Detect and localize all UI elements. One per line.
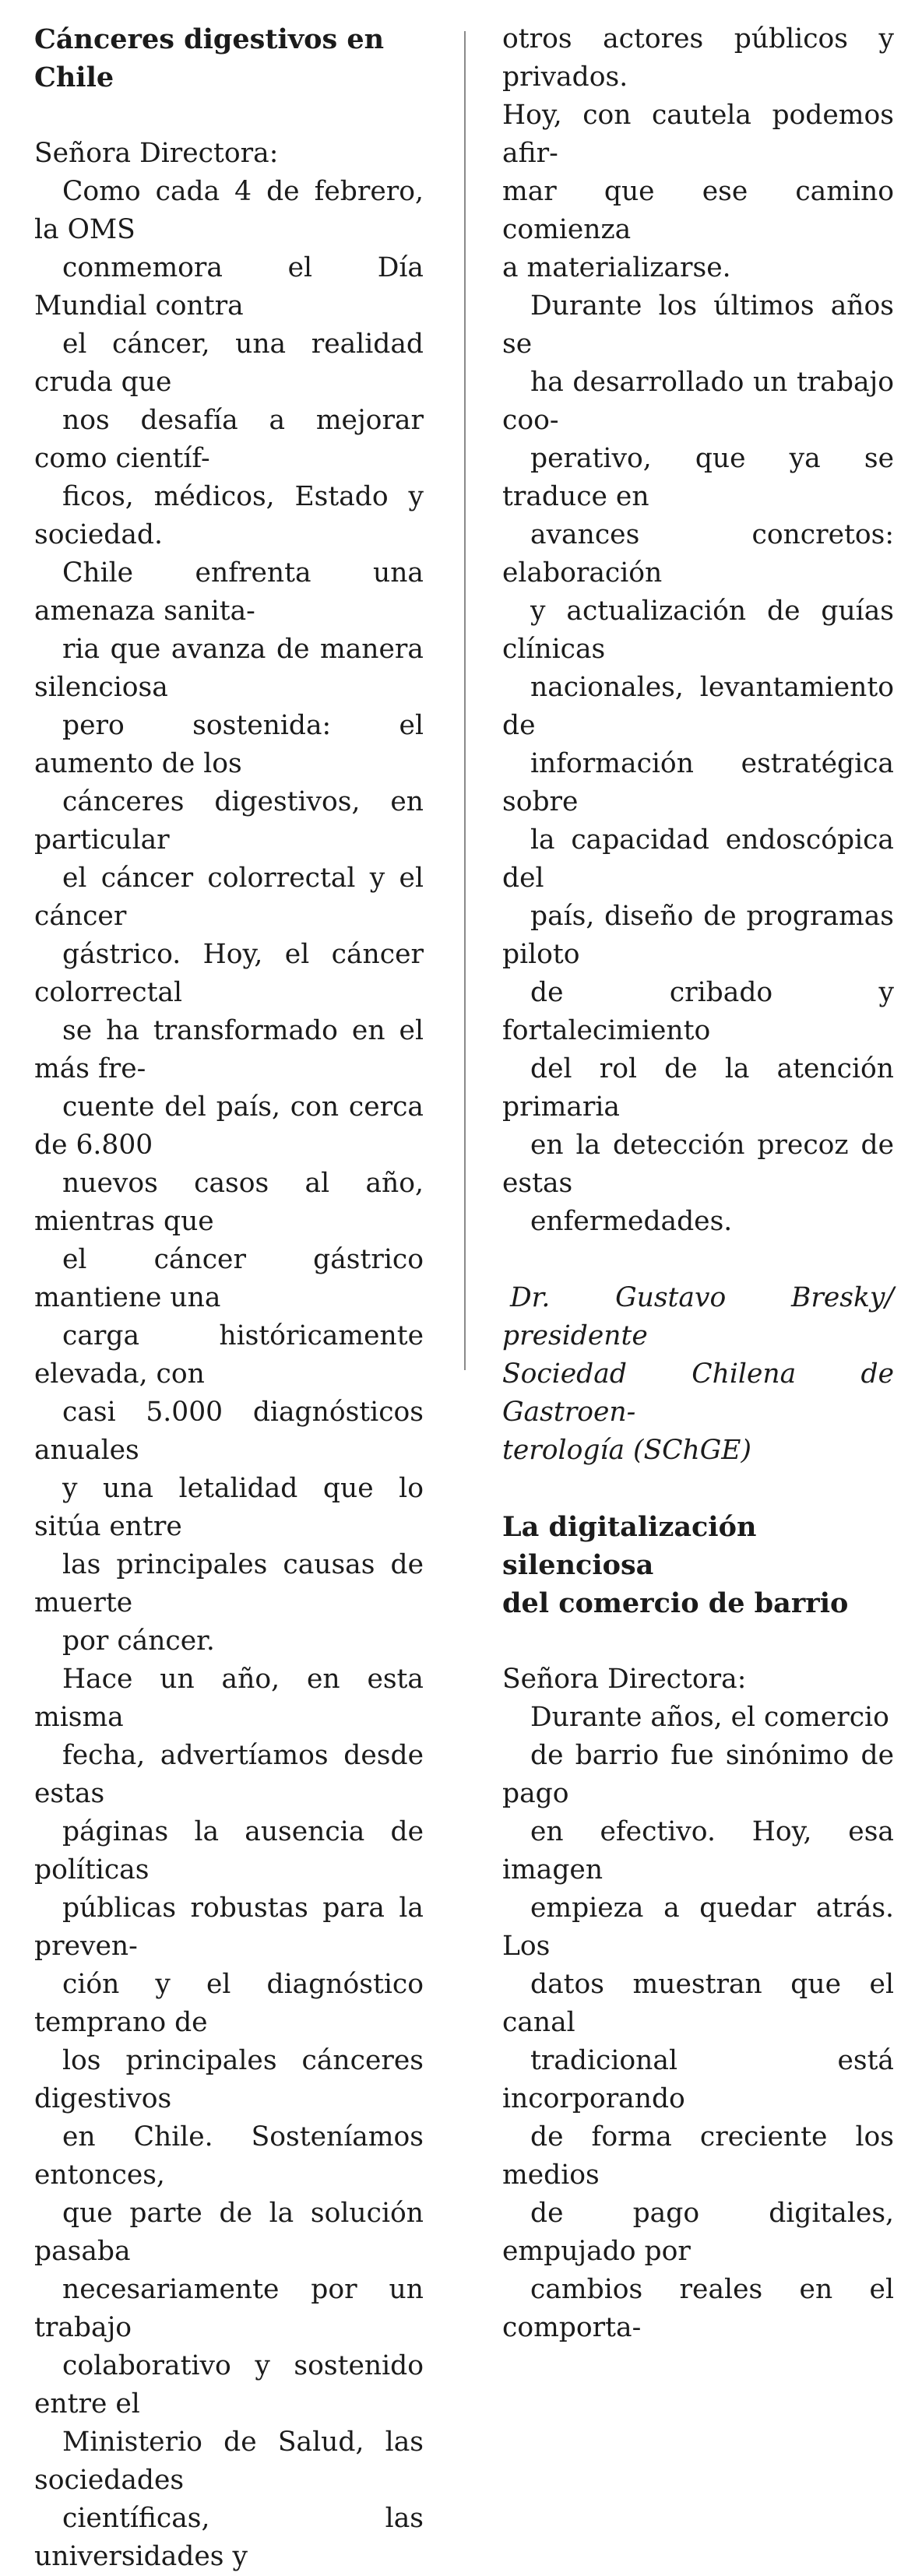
signature-line: terología (SChGE) xyxy=(502,1435,751,1466)
text-line: cánceres digestivos, en particular xyxy=(34,786,424,856)
text-line: por cáncer. xyxy=(62,1625,215,1657)
text-line: perativo, que ya se traduce en xyxy=(502,443,894,512)
text-line: que parte de la solución pasaba xyxy=(34,2198,424,2267)
text-line: el cáncer, una realidad cruda que xyxy=(34,329,424,398)
column-divider xyxy=(464,31,466,1370)
text-line: empieza a quedar atrás. Los xyxy=(502,1892,894,1962)
text-line: páginas la ausencia de políticas xyxy=(34,1816,424,1885)
article-headline-2 xyxy=(502,1508,894,1622)
text-line: cambios reales en el comporta- xyxy=(502,2274,894,2343)
text-line: cuente del país, con cerca de 6.800 xyxy=(34,1091,424,1161)
text-line: información estratégica sobre xyxy=(502,748,894,817)
text-line: y una letalidad que lo sitúa entre xyxy=(34,1473,424,1542)
text-line: nacionales, levantamiento de xyxy=(502,672,894,741)
text-line: científicas, las universidades y xyxy=(34,2503,424,2572)
text-line: de barrio fue sinónimo de pago xyxy=(502,1740,894,1809)
paragraph-3 xyxy=(502,287,894,1241)
text-line: país, diseño de programas piloto xyxy=(502,901,894,970)
signature-line: Sociedad Chilena de Gastroen- xyxy=(502,1358,894,1428)
text-line: se ha transformado en el más fre- xyxy=(34,1015,424,1084)
spacer xyxy=(502,1470,894,1508)
text-line: Durante años, el comercio xyxy=(530,1702,889,1733)
paragraph-2 xyxy=(34,1661,424,2576)
text-line: Durante los últimos años se xyxy=(502,290,894,360)
text-line: la capacidad endoscópica del xyxy=(502,824,894,894)
text-line: el cáncer colorrectal y el cáncer xyxy=(34,863,424,932)
text-line: Hoy, con cautela podemos afir- xyxy=(502,100,894,169)
text-line: ria que avanza de manera silenciosa xyxy=(34,634,424,703)
text-line: Chile enfrenta una amenaza sanita- xyxy=(34,557,424,627)
paragraph-2-continued xyxy=(502,20,894,287)
text-line: enfermedades. xyxy=(530,1206,733,1237)
text-line: mar que ese camino comienza xyxy=(502,176,894,245)
text-line: ficos, médicos, Estado y sociedad. xyxy=(34,481,424,550)
text-line: gástrico. Hoy, el cáncer colorrectal xyxy=(34,939,424,1008)
text-line: las principales causas de muerte xyxy=(34,1549,424,1618)
text-line: ción y el diagnóstico temprano de xyxy=(34,1969,424,2038)
text-line: avances concretos: elaboración xyxy=(502,519,894,589)
text-line: de forma creciente los medios xyxy=(502,2121,894,2191)
paragraph-1 xyxy=(34,173,424,1661)
signature xyxy=(502,1279,894,1470)
text-line: públicas robustas para la preven- xyxy=(34,1892,424,1962)
text-line: carga históricamente elevada, con xyxy=(34,1320,424,1390)
text-line: y actualización de guías clínicas xyxy=(502,596,894,665)
text-line: conmemora el Día Mundial contra xyxy=(34,252,424,322)
text-line: Ministerio de Salud, las sociedades xyxy=(34,2427,424,2496)
text-line: nuevos casos al año, mientras que xyxy=(34,1168,424,1237)
headline-line: del comercio de barrio xyxy=(502,1587,849,1619)
headline-line: La digitalización silenciosa xyxy=(502,1511,757,1581)
text-line: el cáncer gástrico mantiene una xyxy=(34,1244,424,1313)
right-column xyxy=(502,20,894,2343)
text-line: en la detección precoz de estas xyxy=(502,1130,894,1199)
paragraph-4 xyxy=(502,1699,894,2347)
text-line: Hace un año, en esta misma xyxy=(34,1664,424,1733)
text-line: de cribado y fortalecimiento xyxy=(502,977,894,1046)
text-line: necesariamente por un trabajo xyxy=(34,2274,424,2343)
text-line: nos desafía a mejorar como científ- xyxy=(34,405,424,474)
text-line: fecha, advertíamos desde estas xyxy=(34,1740,424,1809)
text-line: otros actores públicos y privados. xyxy=(502,23,894,93)
text-line: del rol de la atención primaria xyxy=(502,1053,894,1123)
text-line: tradicional está incorporando xyxy=(502,2045,894,2114)
text-line: casi 5.000 diagnósticos anuales xyxy=(34,1397,424,1466)
text-line: datos muestran que el canal xyxy=(502,1969,894,2038)
text-line: colaborativo y sostenido entre el xyxy=(34,2350,424,2420)
text-line: en efectivo. Hoy, esa imagen xyxy=(502,1816,894,1885)
salutation: Señora Directora: xyxy=(34,138,279,169)
text-line: a materializarse. xyxy=(502,252,731,283)
text-line: pero sostenida: el aumento de los xyxy=(34,710,424,779)
signature-line: Dr. Gustavo Bresky/ presidente xyxy=(502,1282,894,1351)
text-line: Como cada 4 de febrero, la OMS xyxy=(34,176,424,245)
text-line: ha desarrollado un trabajo coo- xyxy=(502,367,894,436)
text-line: en Chile. Sosteníamos entonces, xyxy=(34,2121,424,2191)
left-column xyxy=(34,20,424,2572)
article-headline: Cánceres digestivos en Chile xyxy=(34,23,385,93)
text-line: de pago digitales, empujado por xyxy=(502,2198,894,2267)
text-line: los principales cánceres digestivos xyxy=(34,2045,424,2114)
salutation-2: Señora Directora: xyxy=(502,1664,747,1695)
